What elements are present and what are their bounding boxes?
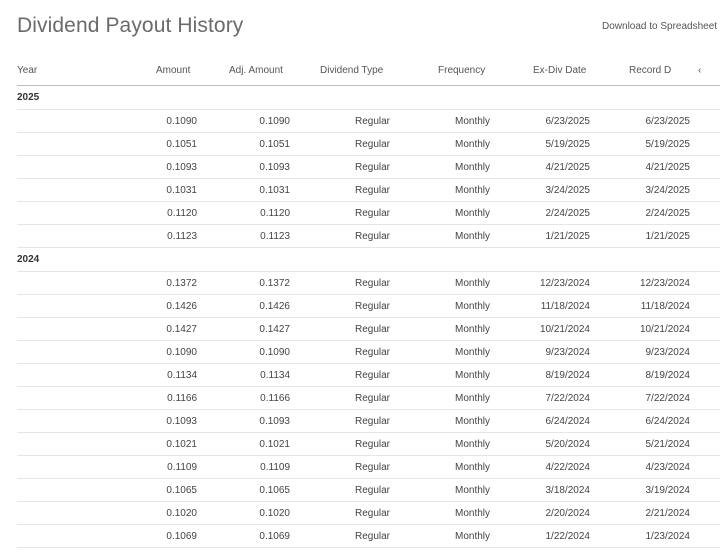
frequency-cell: Monthly bbox=[454, 208, 490, 219]
dividend-type-cell: Regular bbox=[354, 278, 390, 289]
ex-div-date-cell: 12/23/2024 bbox=[539, 278, 590, 289]
dividend-type-cell: Regular bbox=[354, 162, 390, 173]
adj-amount-cell: 0.1090 bbox=[259, 347, 290, 358]
year-label: 2025 bbox=[17, 92, 40, 103]
record-date-cell: 2/24/2025 bbox=[645, 208, 690, 219]
col-header-dividend-type[interactable]: Dividend Type bbox=[320, 65, 384, 76]
adj-amount-cell: 0.1090 bbox=[259, 116, 290, 127]
amount-cell: 0.1093 bbox=[166, 416, 197, 427]
dividend-type-cell: Regular bbox=[354, 347, 390, 358]
table-row bbox=[17, 133, 720, 156]
dividend-type-cell: Regular bbox=[354, 485, 390, 496]
record-date-cell: 4/23/2024 bbox=[645, 462, 690, 473]
amount-cell: 0.1109 bbox=[167, 462, 197, 473]
frequency-cell: Monthly bbox=[454, 485, 490, 496]
year-group-row bbox=[17, 248, 720, 272]
col-header-record-date[interactable]: Record D bbox=[629, 65, 672, 76]
record-date-cell: 4/21/2025 bbox=[645, 162, 690, 173]
amount-cell: 0.1372 bbox=[166, 278, 197, 289]
ex-div-date-cell: 3/18/2024 bbox=[545, 485, 590, 496]
chevron-left-icon[interactable]: ‹ bbox=[698, 65, 702, 76]
adj-amount-cell: 0.1031 bbox=[259, 185, 290, 196]
page-title: Dividend Payout History bbox=[17, 14, 244, 37]
col-header-adj-amount[interactable]: Adj. Amount bbox=[229, 65, 283, 76]
frequency-cell: Monthly bbox=[454, 278, 490, 289]
amount-cell: 0.1123 bbox=[167, 231, 197, 242]
adj-amount-cell: 0.1093 bbox=[259, 416, 290, 427]
table-row bbox=[17, 387, 720, 410]
frequency-cell: Monthly bbox=[454, 347, 490, 358]
table-row bbox=[17, 110, 720, 133]
amount-cell: 0.1020 bbox=[166, 508, 197, 519]
record-date-cell: 5/19/2025 bbox=[645, 139, 690, 150]
adj-amount-cell: 0.1427 bbox=[259, 324, 290, 335]
amount-cell: 0.1166 bbox=[167, 393, 197, 404]
adj-amount-cell: 0.1426 bbox=[259, 301, 290, 312]
table-row bbox=[17, 410, 720, 433]
dividend-table bbox=[0, 58, 720, 548]
record-date-cell: 8/19/2024 bbox=[645, 370, 690, 381]
frequency-cell: Monthly bbox=[454, 508, 490, 519]
table-row bbox=[17, 456, 720, 479]
adj-amount-cell: 0.1372 bbox=[259, 278, 290, 289]
frequency-cell: Monthly bbox=[454, 393, 490, 404]
adj-amount-cell: 0.1109 bbox=[260, 462, 290, 473]
table-row bbox=[17, 295, 720, 318]
table-row bbox=[17, 479, 720, 502]
frequency-cell: Monthly bbox=[454, 231, 490, 242]
frequency-cell: Monthly bbox=[454, 531, 490, 542]
adj-amount-cell: 0.1123 bbox=[260, 231, 290, 242]
amount-cell: 0.1427 bbox=[166, 324, 197, 335]
table-row bbox=[17, 318, 720, 341]
amount-cell: 0.1069 bbox=[166, 531, 197, 542]
frequency-cell: Monthly bbox=[454, 301, 490, 312]
adj-amount-cell: 0.1134 bbox=[260, 370, 290, 381]
frequency-cell: Monthly bbox=[454, 116, 490, 127]
ex-div-date-cell: 9/23/2024 bbox=[545, 347, 590, 358]
table-row bbox=[17, 364, 720, 387]
col-header-ex-div-date[interactable]: Ex-Div Date bbox=[533, 65, 587, 76]
adj-amount-cell: 0.1065 bbox=[259, 485, 290, 496]
ex-div-date-cell: 7/22/2024 bbox=[545, 393, 590, 404]
col-header-year[interactable]: Year bbox=[17, 65, 38, 76]
record-date-cell: 6/23/2025 bbox=[645, 116, 690, 127]
amount-cell: 0.1093 bbox=[166, 162, 197, 173]
adj-amount-cell: 0.1120 bbox=[260, 208, 290, 219]
record-date-cell: 7/22/2024 bbox=[645, 393, 690, 404]
table-row bbox=[17, 156, 720, 179]
frequency-cell: Monthly bbox=[454, 162, 490, 173]
frequency-cell: Monthly bbox=[454, 324, 490, 335]
amount-cell: 0.1051 bbox=[166, 139, 197, 150]
record-date-cell: 3/19/2024 bbox=[645, 485, 690, 496]
col-header-frequency[interactable]: Frequency bbox=[438, 65, 486, 76]
dividend-type-cell: Regular bbox=[354, 208, 390, 219]
ex-div-date-cell: 1/21/2025 bbox=[545, 231, 590, 242]
table-row bbox=[17, 502, 720, 525]
dividend-type-cell: Regular bbox=[354, 393, 390, 404]
table-row bbox=[17, 525, 720, 548]
table-row bbox=[17, 179, 720, 202]
record-date-cell: 2/21/2024 bbox=[645, 508, 690, 519]
frequency-cell: Monthly bbox=[454, 439, 490, 450]
table-row bbox=[17, 202, 720, 225]
ex-div-date-cell: 10/21/2024 bbox=[539, 324, 590, 335]
table-row bbox=[17, 272, 720, 295]
dividend-type-cell: Regular bbox=[354, 231, 390, 242]
dividend-type-cell: Regular bbox=[354, 416, 390, 427]
amount-cell: 0.1134 bbox=[167, 370, 197, 381]
dividend-type-cell: Regular bbox=[354, 370, 390, 381]
adj-amount-cell: 0.1051 bbox=[259, 139, 290, 150]
record-date-cell: 5/21/2024 bbox=[645, 439, 690, 450]
dividend-type-cell: Regular bbox=[354, 116, 390, 127]
ex-div-date-cell: 8/19/2024 bbox=[545, 370, 590, 381]
record-date-cell: 9/23/2024 bbox=[645, 347, 690, 358]
dividend-type-cell: Regular bbox=[354, 439, 390, 450]
frequency-cell: Monthly bbox=[454, 370, 490, 381]
ex-div-date-cell: 2/20/2024 bbox=[545, 508, 590, 519]
year-label: 2024 bbox=[17, 254, 40, 265]
record-date-cell: 1/21/2025 bbox=[645, 231, 690, 242]
table-row bbox=[17, 225, 720, 248]
frequency-cell: Monthly bbox=[454, 185, 490, 196]
ex-div-date-cell: 6/24/2024 bbox=[545, 416, 590, 427]
frequency-cell: Monthly bbox=[454, 139, 490, 150]
ex-div-date-cell: 4/22/2024 bbox=[545, 462, 590, 473]
dividend-type-cell: Regular bbox=[354, 508, 390, 519]
record-date-cell: 12/23/2024 bbox=[639, 278, 690, 289]
col-header-amount[interactable]: Amount bbox=[156, 65, 191, 76]
table-body bbox=[0, 86, 720, 548]
ex-div-date-cell: 4/21/2025 bbox=[545, 162, 590, 173]
ex-div-date-cell: 1/22/2024 bbox=[545, 531, 590, 542]
amount-cell: 0.1090 bbox=[166, 347, 197, 358]
amount-cell: 0.1065 bbox=[166, 485, 197, 496]
table-row bbox=[17, 341, 720, 364]
download-spreadsheet-link[interactable]: Download to Spreadsheet bbox=[602, 21, 718, 32]
adj-amount-cell: 0.1093 bbox=[259, 162, 290, 173]
adj-amount-cell: 0.1021 bbox=[259, 439, 290, 450]
ex-div-date-cell: 5/19/2025 bbox=[545, 139, 590, 150]
amount-cell: 0.1120 bbox=[167, 208, 197, 219]
adj-amount-cell: 0.1069 bbox=[259, 531, 290, 542]
amount-cell: 0.1021 bbox=[166, 439, 197, 450]
amount-cell: 0.1031 bbox=[166, 185, 197, 196]
frequency-cell: Monthly bbox=[454, 416, 490, 427]
frequency-cell: Monthly bbox=[454, 462, 490, 473]
dividend-type-cell: Regular bbox=[354, 462, 390, 473]
ex-div-date-cell: 11/18/2024 bbox=[540, 301, 590, 312]
dividend-type-cell: Regular bbox=[354, 324, 390, 335]
amount-cell: 0.1426 bbox=[166, 301, 197, 312]
record-date-cell: 3/24/2025 bbox=[645, 185, 690, 196]
adj-amount-cell: 0.1020 bbox=[259, 508, 290, 519]
record-date-cell: 1/23/2024 bbox=[645, 531, 690, 542]
dividend-type-cell: Regular bbox=[354, 531, 390, 542]
table-row bbox=[17, 433, 720, 456]
record-date-cell: 11/18/2024 bbox=[640, 301, 690, 312]
amount-cell: 0.1090 bbox=[166, 116, 197, 127]
adj-amount-cell: 0.1166 bbox=[260, 393, 290, 404]
table-header bbox=[17, 58, 720, 86]
ex-div-date-cell: 5/20/2024 bbox=[545, 439, 590, 450]
record-date-cell: 10/21/2024 bbox=[639, 324, 690, 335]
dividend-type-cell: Regular bbox=[354, 139, 390, 150]
record-date-cell: 6/24/2024 bbox=[645, 416, 690, 427]
ex-div-date-cell: 2/24/2025 bbox=[545, 208, 590, 219]
dividend-type-cell: Regular bbox=[354, 185, 390, 196]
dividend-type-cell: Regular bbox=[354, 301, 390, 312]
year-group-row bbox=[17, 86, 720, 110]
ex-div-date-cell: 3/24/2025 bbox=[545, 185, 590, 196]
ex-div-date-cell: 6/23/2025 bbox=[545, 116, 590, 127]
